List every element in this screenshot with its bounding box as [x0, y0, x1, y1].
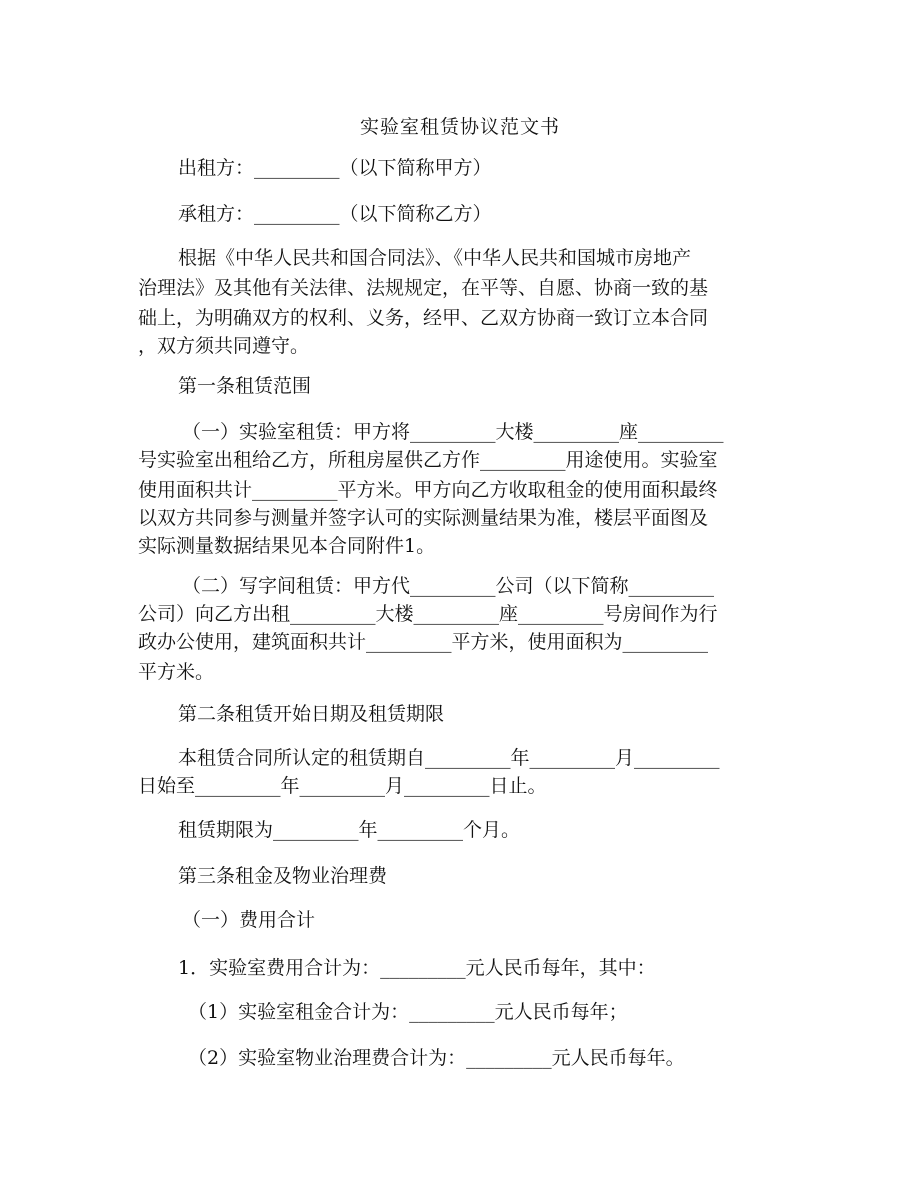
article-1-item-1-line-1: （一）实验室租赁：甲方将_________大楼_________座_________ — [182, 421, 724, 443]
article-2-term-line-2: 日始至_________年_________月_________日止。 — [138, 775, 547, 797]
article-1-heading: 第一条租赁范围 — [178, 375, 312, 397]
property-fee-line: （2）实验室物业治理费合计为：_________元人民币每年。 — [188, 1047, 685, 1069]
lessee-line: 承租方：_________（以下简称乙方） — [178, 203, 492, 225]
article-1-item-1-line-2: 号实验室出租给乙方，所租房屋供乙方作_________用途使用。实验室 — [138, 449, 718, 471]
document-title: 实验室租赁协议范文书 — [359, 116, 560, 138]
article-1-item-1-line-3: 使用面积共计_________平方米。甲方向乙方收取租金的使用面积最终 — [138, 479, 718, 501]
preamble-line-3: 础上，为明确双方的权利、义务，经甲、乙双方协商一致订立本合同 — [138, 307, 709, 329]
article-2-heading: 第二条租赁开始日期及租赁期限 — [178, 703, 445, 725]
article-1-item-1-line-4: 以双方共同参与测量并签字认可的实际测量结果为准，楼层平面图及 — [138, 507, 709, 529]
lessor-line: 出租方：_________（以下简称甲方） — [178, 157, 492, 179]
fee-total-heading: （一）费用合计 — [182, 909, 316, 931]
article-1-item-2-line-4: 平方米。 — [138, 661, 215, 683]
article-1-item-2-line-1: （二）写字间租赁：甲方代_________公司（以下简称_________ — [182, 575, 715, 597]
rent-total-line: （1）实验室租金合计为：_________元人民币每年； — [188, 1001, 628, 1023]
article-1-item-2-line-2: 公司）向乙方出租_________大楼_________座_________号房间作为行 — [138, 603, 718, 625]
article-3-heading: 第三条租金及物业治理费 — [178, 865, 388, 887]
article-1-item-2-line-3: 政办公使用，建筑面积共计_________平方米，使用面积为_________ — [138, 631, 709, 653]
fee-total-line: 1．实验室费用合计为：_________元人民币每年，其中： — [178, 957, 656, 979]
preamble-line-2: 治理法》及其他有关法律、法规规定，在平等、自愿、协商一致的基 — [138, 277, 709, 299]
preamble-line-4: ，双方须共同遵守。 — [138, 335, 310, 357]
preamble-line-1: 根据《中华人民共和国合同法》、《中华人民共和国城市房地产 — [178, 247, 692, 269]
article-2-term-line-1: 本租赁合同所认定的租赁期自_________年_________月_________ — [178, 747, 720, 769]
lease-duration-line: 租赁期限为_________年_________个月。 — [178, 819, 521, 841]
article-1-item-1-line-5: 实际测量数据结果见本合同附件1。 — [138, 535, 436, 557]
